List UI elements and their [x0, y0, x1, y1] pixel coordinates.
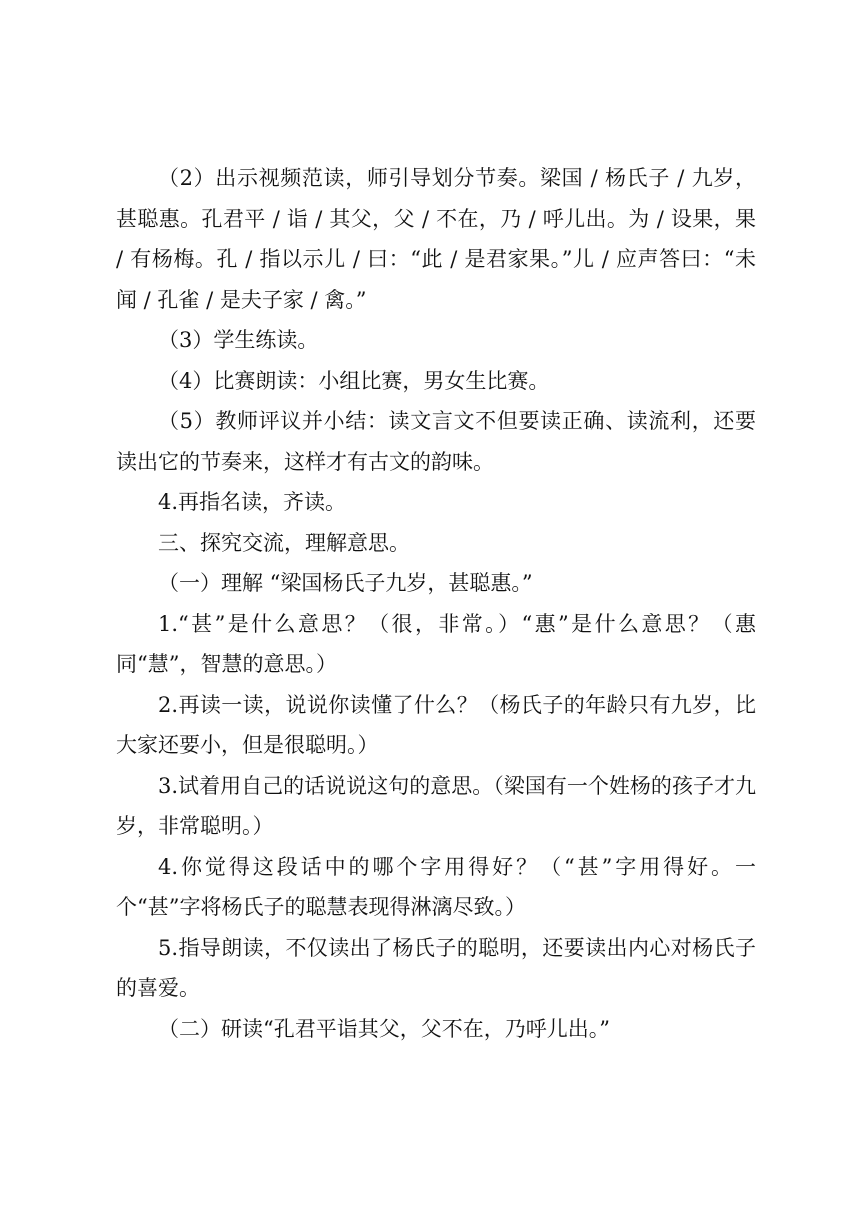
paragraph-reading-contest: （4）比赛朗读：小组比赛，男女生比赛。 — [158, 368, 550, 393]
paragraph-question-3: 3.试着用自己的话说说这句的意思。（梁国有一个姓杨的孩子才九岁，非常聪明。） — [116, 773, 756, 838]
subsection-heading-study: （二）研读“孔君平诣其父，父不在，乃呼儿出。” — [158, 1016, 610, 1041]
subsection-heading-understand: （一）理解 “梁国杨氏子九岁，甚聪惠。” — [158, 571, 533, 595]
paragraph-question-1: 1.“甚”是什么意思？（很，非常。）“惠”是什么意思？（惠同“慧”，智慧的意思。） — [116, 611, 756, 676]
paragraph-question-4: 4.你觉得这段话中的哪个字用得好？（“甚”字用得好。一个“甚”字将杨氏子的聪慧表现得淋漓尽致。） — [116, 854, 756, 919]
paragraph-question-2: 2.再读一读，说说你读懂了什么？（杨氏子的年龄只有九岁，比大家还要小，但是很聪明。） — [116, 692, 756, 757]
paragraph-student-practice: （3）学生练读。 — [158, 328, 319, 352]
paragraph-reading-rhythm: （2）出示视频范读，师引导划分节奏。梁国 / 杨氏子 / 九岁，甚聪惠。孔君平 / 诣 / 其父，父 / 不在，乃 / 呼儿出。为 / 设果，果 / 有杨梅。孔 / 指以示儿 / 曰：“此 / 是君家果。”儿 / 应声答曰：“未闻 / 孔雀 / 是夫子家 / 禽。” — [116, 166, 756, 312]
paragraph-teacher-summary: （5）教师评议并小结：读文言文不但要读正确、读流利，还要读出它的节奏来，这样才有古文的韵味。 — [116, 409, 756, 474]
paragraph-group-reading: 4.再指名读，齐读。 — [158, 490, 347, 514]
document-body — [116, 158, 756, 1049]
paragraph-question-5: 5.指导朗读，不仅读出了杨氏子的聪明，还要读出内心对杨氏子的喜爱。 — [116, 935, 756, 1000]
section-heading-explore: 三、探究交流，理解意思。 — [158, 530, 410, 555]
